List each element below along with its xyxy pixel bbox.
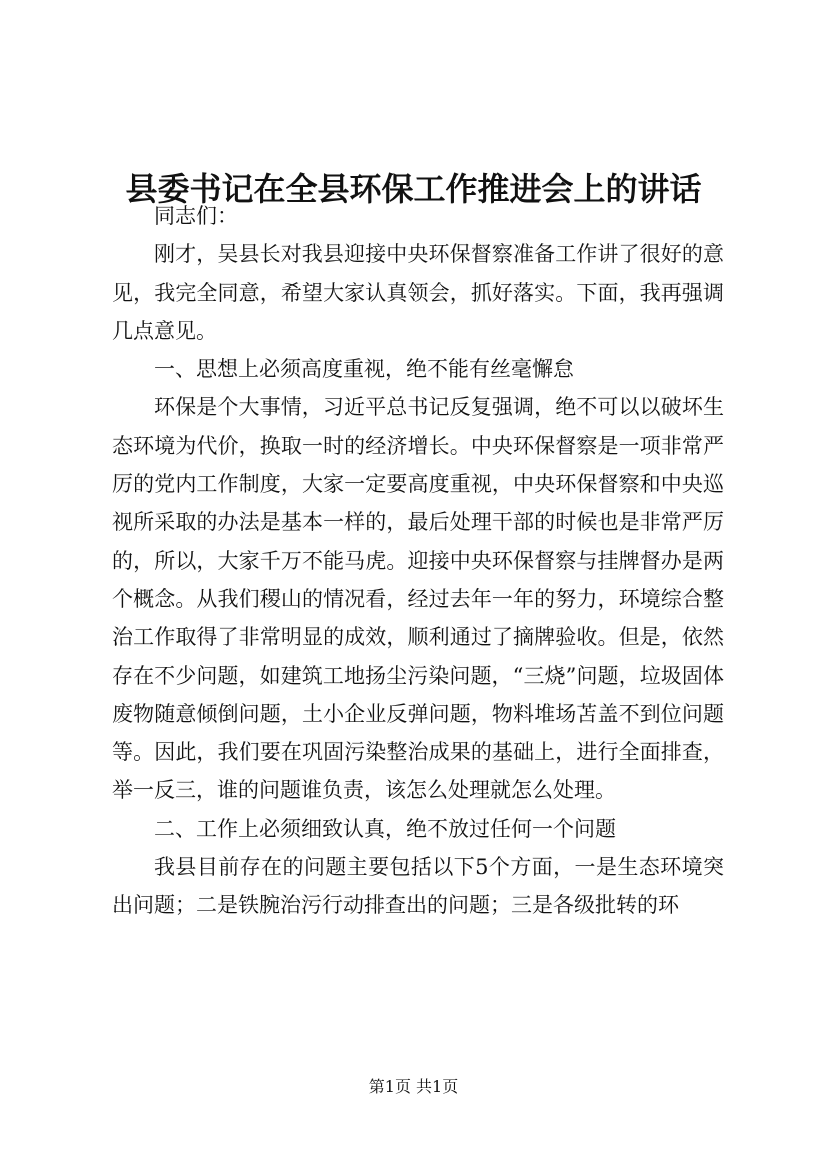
document-body xyxy=(112,197,724,925)
section-heading-2: 二、工作上必须细致认真，绝不放过任何一个问题 xyxy=(154,816,616,841)
paragraph-section-1: 环保是个大事情，习近平总书记反复强调，绝不可以以破坏生态环境为代价，换取一时的经济增长。中央环保督察是一项非常严厉的党内工作制度，大家一定要高度重视，中央环保督察和中央巡视所采取的办法是基本一样的，最后处理干部的时候也是非常严厉的，所以，大家千万不能马虎。迎接中央环保督察与挂牌督办是两个概念。从我们稷山的情况看，经过去年一年的努力，环境综合整治工作取得了非常明显的成效，顺利通过了摘牌验收。但是，依然存在不少问题，如建筑工地扬尘污染问题，“三烧”问题，垃圾固体废物随意倾倒问题，土小企业反弹问题，物料堆场苫盖不到位问题等。因此，我们要在巩固污染整治成果的基础上，进行全面排查，举一反三，谁的问题谁负责，该怎么处理就怎么处理。 xyxy=(112,395,724,803)
page-footer: 第1页 共1页 xyxy=(368,1077,459,1096)
salutation: 同志们： xyxy=(154,204,238,228)
paragraph-section-2: 我县目前存在的问题主要包括以下5个方面，一是生态环境突出问题；二是铁腕治污行动排查出的问题；三是各级批转的环 xyxy=(112,855,724,918)
section-heading-1: 一、思想上必须高度重视，绝不能有丝毫懈怠 xyxy=(154,357,574,382)
document-title: 县委书记在全县环保工作推进会上的讲话 xyxy=(125,170,702,209)
paragraph-opening: 刚才，吴县长对我县迎接中央环保督察准备工作讲了很好的意见，我完全同意，希望大家认真领会，抓好落实。下面，我再强调几点意见。 xyxy=(112,242,724,343)
